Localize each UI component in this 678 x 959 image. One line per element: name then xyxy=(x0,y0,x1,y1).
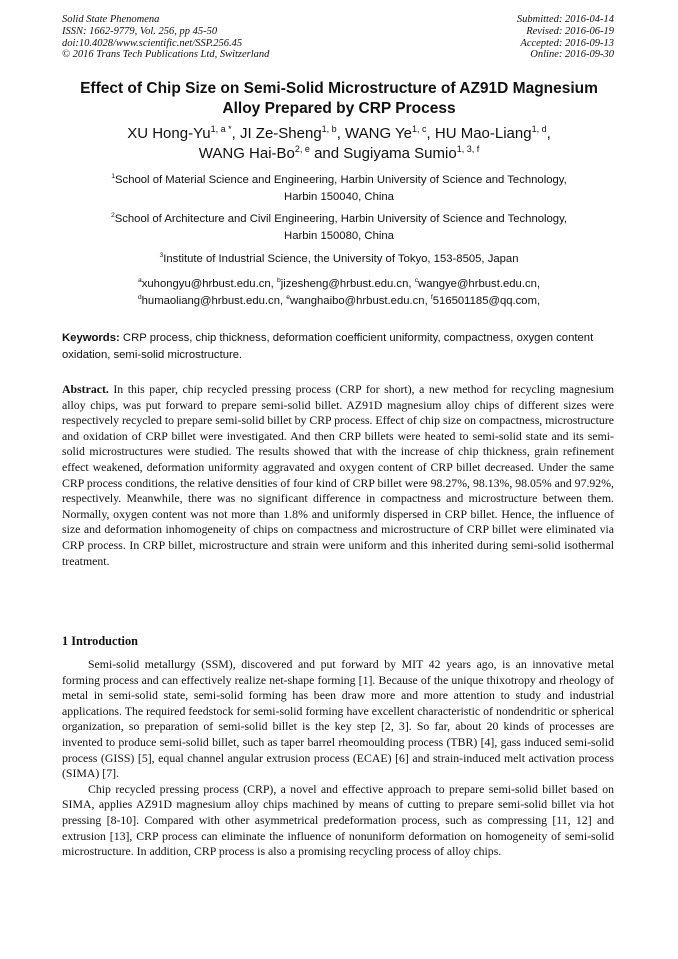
journal-name: Solid State Phenomena xyxy=(62,14,160,25)
date-online: Online: 2016-09-30 xyxy=(530,49,614,61)
author-name: JI Ze-Sheng xyxy=(239,125,322,142)
author-separator: , xyxy=(426,125,435,142)
journal-doi: doi:10.4028/www.scientific.net/SSP.256.45 xyxy=(62,37,243,49)
affiliation xyxy=(60,211,618,245)
date-revised: Revised: 2016-06-19 xyxy=(526,25,614,37)
email-address[interactable]: jizesheng@hrbust.edu.cn, xyxy=(280,278,415,290)
paper-title xyxy=(40,79,638,119)
publication-dates xyxy=(517,14,614,61)
email-sup: e xyxy=(286,294,291,302)
author-name: XU Hong-Yu xyxy=(127,125,211,142)
author-sup: 1, b xyxy=(321,124,337,134)
author-name: Sugiyama Sumio xyxy=(343,144,457,162)
journal-info xyxy=(62,14,269,61)
author-separator: , xyxy=(546,125,551,142)
introduction-body xyxy=(62,657,614,860)
abstract xyxy=(62,382,614,569)
email-address[interactable]: wanghaibo@hrbust.edu.cn, xyxy=(290,295,431,307)
affiliation-line: School of Architecture and Civil Engineering, Harbin University of Science and Technology, xyxy=(114,213,568,225)
affiliation-line: Institute of Industrial Science, the University of Tokyo, 153-8505, Japan xyxy=(163,253,519,265)
email-list xyxy=(60,276,618,310)
affiliation-line: Harbin 150080, China xyxy=(284,230,394,242)
affiliation-sup: 1 xyxy=(111,173,116,181)
author-sup: 2, e xyxy=(294,143,310,154)
email-sup: c xyxy=(414,277,419,285)
affiliation xyxy=(60,172,618,206)
author-sup: 1, 3, f xyxy=(456,143,480,154)
affiliation-line: Harbin 150040, China xyxy=(284,191,394,203)
keywords-label: Keywords: xyxy=(62,332,120,344)
abstract-text: In this paper, chip recycled pressing process (CRP for short), a new method for recycling magnesium alloy chips, was put forward to prepare semi-solid billet. AZ91D magnesium alloy chips of different sizes were respectively recycled to prepare semi-solid billet by CRP process. Effect of chip size on compactness, microstructure and oxidation of CRP billet were investigated. And then CRP billets were heated to semi-solid state and its semi-solid microstructures were studied. The results showed that with the increase of chip thickness, grain refinement effect weakened, deformation uniformity aggravated and oxygen content of CRP billet decreased. Under the same CRP process conditions, the relative densities of four kind of CRP billet were 98.27%, 98.13%, 98.05% and 97.92%, respectively. Meanwhile, there was no significant difference in compactness and microstructure between them. Normally, oxygen content was not more than 1.8% and uniformly dispersed in CRP billet. Hence, the influence of size and deformation inhomogeneity of chips on compactness and microstructure of CRP billet were eliminated via CRP process. In CRP billet, microstructure and strain were uniform and this inherited during semi-solid isothermal treatment. xyxy=(62,382,614,568)
affiliation-sup: 3 xyxy=(159,252,164,260)
affiliation-sup: 2 xyxy=(110,212,115,220)
email-address[interactable]: wangye@hrbust.edu.cn, xyxy=(418,278,541,290)
author-separator: , xyxy=(231,125,240,142)
title-line: Alloy Prepared by CRP Process xyxy=(222,100,456,117)
affiliation-line: School of Material Science and Engineering, Harbin University of Science and Technology, xyxy=(115,174,567,186)
abstract-label: Abstract. xyxy=(62,382,109,396)
email-address[interactable]: humaoliang@hrbust.edu.cn, xyxy=(141,295,287,307)
email-sup: b xyxy=(276,277,281,285)
journal-issn: ISSN: 1662-9779, Vol. 256, pp 45-50 xyxy=(62,25,218,37)
affiliation xyxy=(60,251,618,268)
paragraph: Semi-solid metallurgy (SSM), discovered and put forward by MIT 42 years ago, is an innovative metal forming process and can effectively realize net-shape forming [1]. Because of the unique thixotropy and rheology of metal in semi-solid state, semi-solid forming has been draw more and more attention to study and industrial applications. The required feedstock for semi-solid forming have excellent characteristic of nondendritic or spherical organization, so preparation of semi-solid billet is the key step [2, 3]. So far, about 20 kinds of processes are invented to produce semi-solid billet, such as taper barrel rheomoulding process (TBR) [4], gass induced semi-solid process (GISS) [5], equal channel angular extrusion process (ECAE) [6] and strain-induced melt activation process (SIMA) [7]. xyxy=(62,657,614,781)
author-sup: 1, d xyxy=(531,124,547,134)
author-sup: 1, c xyxy=(412,124,427,134)
email-sup: f xyxy=(430,294,433,302)
email-sup: d xyxy=(137,294,142,302)
title-line: Effect of Chip Size on Semi-Solid Microstructure of AZ91D Magnesium xyxy=(80,80,598,97)
email-sup: a xyxy=(137,277,142,285)
author-name: WANG Ye xyxy=(345,125,413,142)
section-heading: 1 Introduction xyxy=(62,634,138,648)
date-accepted: Accepted: 2016-09-13 xyxy=(520,37,614,49)
paragraph: Chip recycled pressing process (CRP), a novel and effective approach to prepare semi-solid billet based on SIMA, applies AZ91D magnesium alloy chips machined by means of cutting to prepare semi-solid billet via hot pressing [8-10]. Compared with other asymmetrical predeformation process, such as compressing [11, 12] and extrusion [13], CRP process can eliminate the influence of nonuniform deformation on homogeneity of semi-solid microstructure. In addition, CRP process is also a promising recycling process of alloy chips. xyxy=(62,781,614,859)
date-submitted: Submitted: 2016-04-14 xyxy=(516,14,614,25)
author-name: HU Mao-Liang xyxy=(434,125,532,142)
author-list xyxy=(40,124,638,163)
journal-copyright: © 2016 Trans Tech Publications Ltd, Switzerland xyxy=(62,49,270,61)
keywords-text: CRP process, chip thickness, deformation coefficient uniformity, compactness, oxygen content oxidation, semi-solid microstructure. xyxy=(62,332,594,361)
author-sup: 1, a * xyxy=(210,124,232,134)
email-address[interactable]: 516501185@qq.com, xyxy=(432,295,541,307)
email-address[interactable]: xuhongyu@hrbust.edu.cn, xyxy=(141,278,277,290)
author-separator: , xyxy=(336,125,346,142)
author-separator: and xyxy=(309,144,344,162)
keywords xyxy=(62,330,614,364)
author-name: WANG Hai-Bo xyxy=(198,144,295,162)
